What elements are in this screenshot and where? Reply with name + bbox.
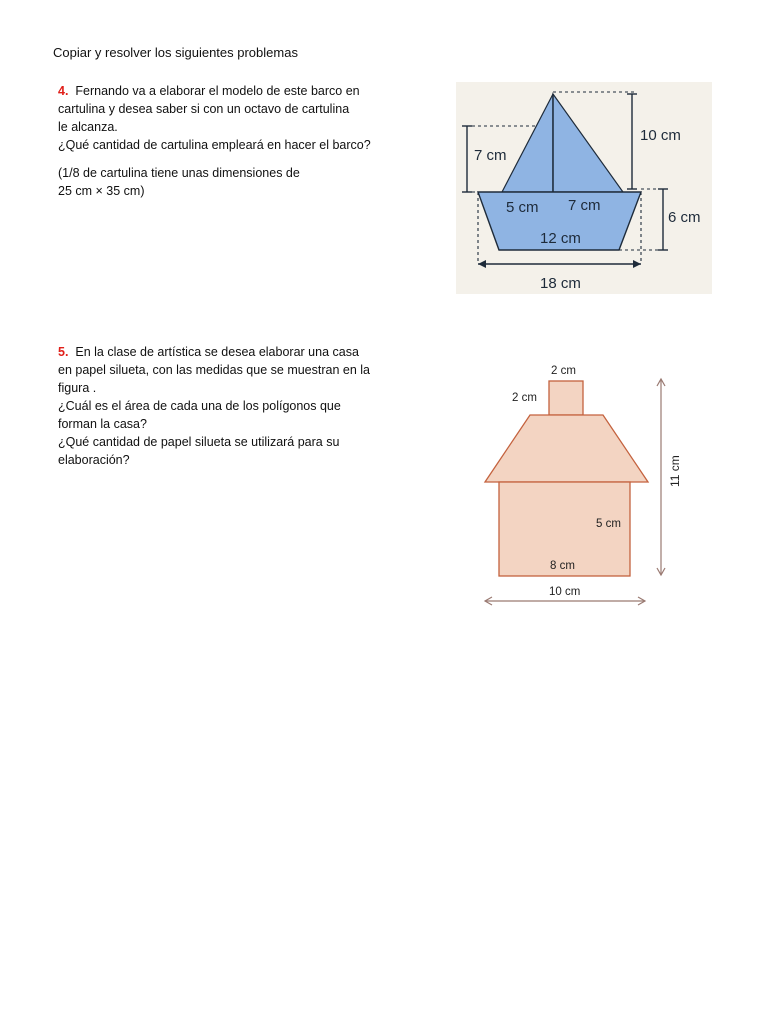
problem-4: [58, 82, 418, 200]
boat-label-total-width: 18 cm: [540, 275, 581, 292]
problem-5-line-3: figura .: [58, 381, 97, 395]
problem-5-line-6: ¿Qué cantidad de papel silueta se utilizará para su: [58, 435, 340, 449]
problem-5: [58, 343, 418, 469]
page-heading: Copiar y resolver los siguientes problemas: [53, 45, 298, 60]
problem-5-line-5: forman la casa?: [58, 417, 147, 431]
problem-5-line-7: elaboración?: [58, 453, 130, 467]
boat-label-mast-height: 10 cm: [640, 127, 681, 144]
house-label-roof-width: 10 cm: [549, 586, 581, 598]
problem-4-line-4: ¿Qué cantidad de cartulina empleará en hacer el barco?: [58, 138, 371, 152]
boat-label-hull-height: 6 cm: [668, 209, 701, 226]
house-label-wall-height: 5 cm: [596, 518, 621, 530]
house-label-wall-width: 8 cm: [550, 560, 575, 572]
boat-label-sail-base-left: 5 cm: [506, 199, 539, 216]
boat-label-hull-bottom: 12 cm: [540, 230, 581, 247]
problem-5-line-1: 5. En la clase de artística se desea elaborar una casa: [58, 345, 359, 359]
problem-4-number: 4.: [58, 84, 69, 98]
problem-5-number: 5.: [58, 345, 69, 359]
boat-label-left-sail-height: 7 cm: [474, 147, 507, 164]
house-figure: [470, 355, 700, 610]
house-label-chimney-width: 2 cm: [551, 365, 576, 377]
house-chimney: [549, 381, 583, 415]
problem-4-note-1: (1/8 de cartulina tiene unas dimensiones de: [58, 166, 300, 180]
problem-5-line-4: ¿Cuál es el área de cada una de los polígonos que: [58, 399, 341, 413]
house-label-total-height: 11 cm: [668, 455, 682, 487]
problem-4-line-1: 4. Fernando va a elaborar el modelo de este barco en: [58, 84, 360, 98]
problem-4-line-3: le alcanza.: [58, 120, 118, 134]
problem-4-note-2: 25 cm × 35 cm): [58, 184, 145, 198]
boat-label-sail-base-right: 7 cm: [568, 197, 601, 214]
problem-4-line-2: cartulina y desea saber si con un octavo de cartulina: [58, 102, 350, 116]
boat-figure: [456, 82, 712, 294]
house-label-chimney-height: 2 cm: [512, 392, 537, 404]
house-roof: [485, 415, 648, 482]
problem-5-line-2: en papel silueta, con las medidas que se muestran en la: [58, 363, 370, 377]
